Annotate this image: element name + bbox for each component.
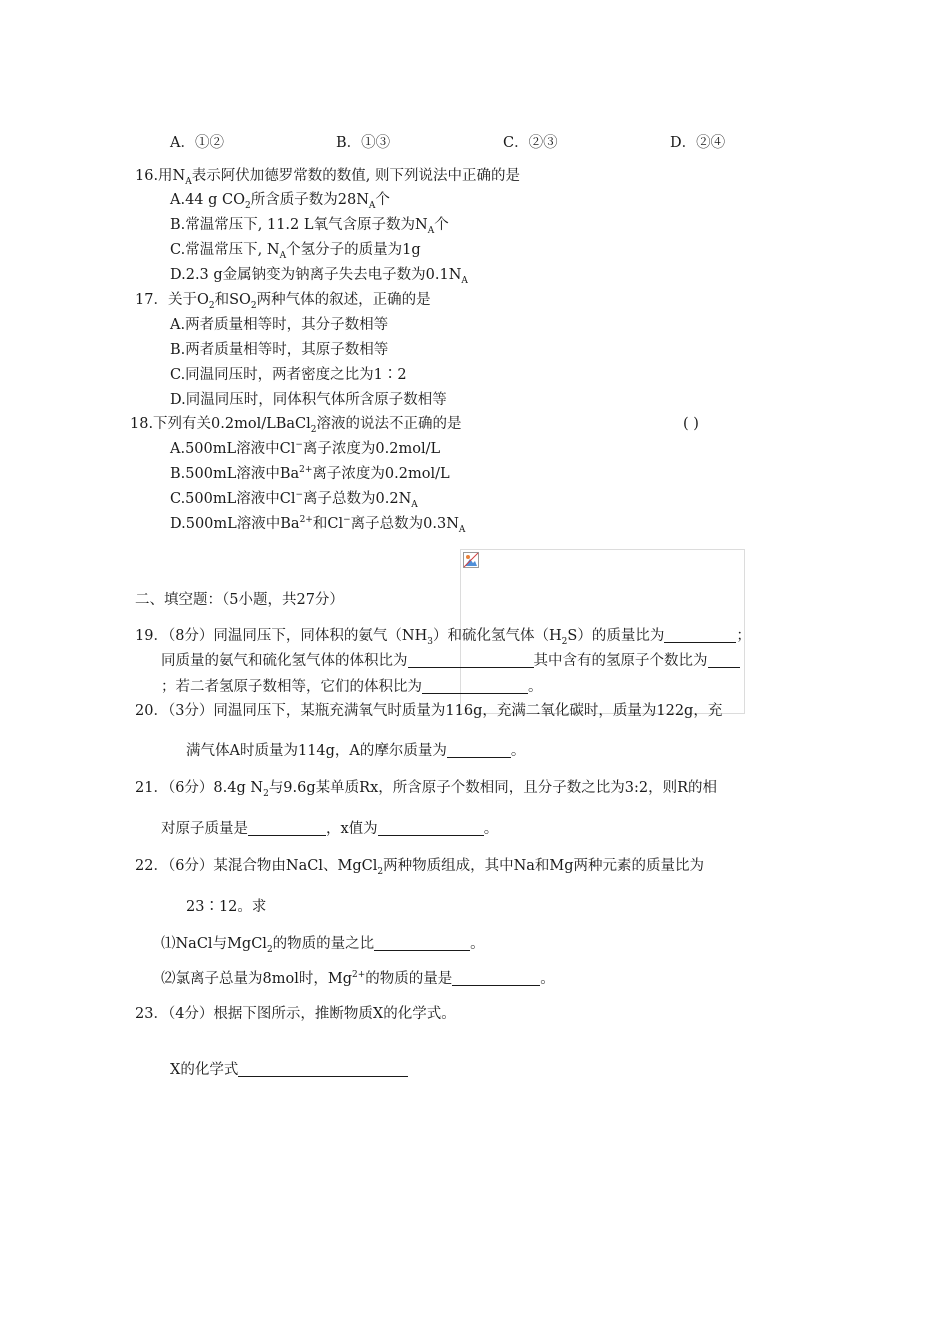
q22-line2: 23∶12。求 bbox=[186, 899, 267, 915]
q16-option-c: C.常温常压下, $N_A$个氢分子的质量为1g bbox=[170, 242, 421, 261]
answer-blank[interactable] bbox=[422, 679, 528, 694]
q18-stem: 18.下列有关0.2mol/LBaCl$_2$溶液的说法不正确的是 bbox=[130, 416, 462, 435]
q21-line2: 对原子质量是 ，x值为 。 bbox=[161, 821, 499, 837]
q15-option-d: D．②④ bbox=[670, 135, 726, 151]
answer-blank[interactable] bbox=[664, 628, 736, 643]
answer-blank[interactable] bbox=[248, 821, 326, 836]
broken-image-icon bbox=[463, 552, 479, 568]
q16-option-a: A.44 g $CO_2$所含质子数为$28N_A$个 bbox=[170, 192, 390, 211]
q18-answer-paren: ( ) bbox=[683, 416, 699, 432]
q18-option-c: C.500mL溶液中Cl−离子总数为$0.2N_A$ bbox=[170, 490, 418, 510]
answer-blank[interactable] bbox=[374, 936, 470, 951]
q17-option-b: B.两者质量相等时，其原子数相等 bbox=[170, 342, 389, 358]
q22-line1: 22．（6分）某混合物由NaCl、MgCl$_2$两种物质组成，其中Na和Mg两种元素的质量比为 bbox=[135, 858, 705, 877]
q19-line3: ；若二者氢原子数相等，它们的体积比为 。 bbox=[161, 679, 543, 695]
answer-blank[interactable] bbox=[447, 743, 511, 758]
q16-stem: 16.用$N_A$表示阿伏加德罗常数的数值, 则下列说法中正确的是 bbox=[135, 168, 520, 187]
q23-line2: X的化学式 bbox=[170, 1061, 408, 1079]
q23-line1: 23．（4分）根据下图所示，推断物质X的化学式。 bbox=[135, 1006, 456, 1022]
answer-blank[interactable] bbox=[408, 653, 534, 668]
q18-option-a: A.500mL溶液中Cl−离子浓度为0.2mol/L bbox=[170, 440, 441, 457]
q19-line2: 同质量的氨气和硫化氢气体的体积比为 其中含有的氢原子个数比为 bbox=[161, 652, 740, 670]
section-heading: 二、填空题：（5小题，共27分） bbox=[135, 592, 344, 608]
q19-line1: 19．（8分）同温同压下，同体积的氨气$(NH_3)$和硫化氢气体$(H_2S)$的质量比为 ； bbox=[135, 628, 751, 647]
q15-option-a: A．①② bbox=[170, 135, 224, 151]
q15-option-c: C．②③ bbox=[503, 135, 558, 151]
q20-line2: 满气体A时质量为114g，A的摩尔质量为 。 bbox=[186, 743, 526, 759]
answer-blank[interactable] bbox=[708, 653, 740, 668]
q16-option-d: D.2.3 g金属钠变为钠离子失去电子数为$0.1N_A$ bbox=[170, 267, 468, 286]
answer-blank[interactable] bbox=[452, 971, 540, 986]
q17-option-a: A.两者质量相等时，其分子数相等 bbox=[170, 317, 389, 333]
q17-option-c: C.同温同压时，两者密度之比为1∶2 bbox=[170, 367, 407, 383]
q20-line1: 20．（3分）同温同压下，某瓶充满氧气时质量为116g，充满二氧化碳时，质量为122g，充 bbox=[135, 703, 723, 719]
answer-blank[interactable] bbox=[378, 821, 484, 836]
q17-option-d: D.同温同压时，同体积气体所含原子数相等 bbox=[170, 392, 447, 408]
q18-option-d: D.500mL溶液中$Ba^{2+}$和Cl−离子总数为$0.3N_A$ bbox=[170, 515, 466, 535]
q16-option-b: B.常温常压下, 11.2 L氧气含原子数为$N_A$个 bbox=[170, 217, 449, 236]
answer-blank[interactable] bbox=[238, 1062, 408, 1077]
q17-stem: 17．关于$O_2$和$SO_2$两种气体的叙述，正确的是 bbox=[135, 292, 431, 311]
q21-line1: 21．（6分）8.4g $N_2$与9.6g某单质Rx，所含原子个数相同，且分子数之比为3:2，则R的相 bbox=[135, 780, 718, 799]
q22-sub2: ⑵氯离子总量为8mol时，$Mg^{2+}$的物质的量是 。 bbox=[161, 970, 555, 987]
q18-option-b: B.500mL溶液中$Ba^{2+}$离子浓度为0.2mol/L bbox=[170, 465, 450, 482]
q22-sub1: ⑴NaCl与MgCl$_2$的物质的量之比 。 bbox=[161, 936, 485, 955]
q15-option-b: B．①③ bbox=[336, 135, 391, 151]
